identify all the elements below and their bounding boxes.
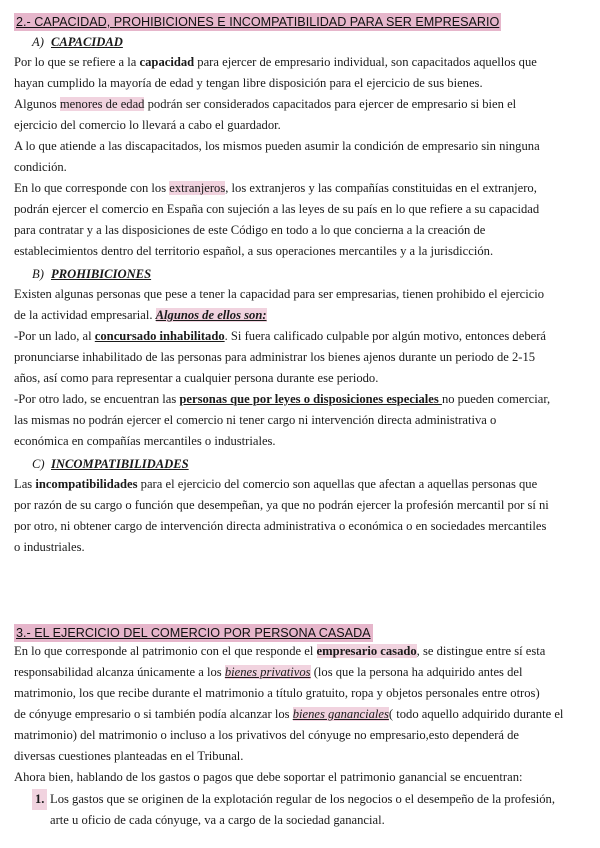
- list-item-line: Los gastos que se originen de la explotación regular de los negocios o el desempeño de la profesión,: [50, 792, 556, 806]
- section-2-heading: 2.- CAPACIDAD, PROHIBICIONES E INCOMPATIBILIDAD PARA SER EMPRESARIO: [16, 15, 500, 29]
- paragraph-line: Algunos menores de edad podrán ser considerados capacitados para ejercer de empresario si bien el: [14, 97, 517, 111]
- paragraph-line: matrimonio, los que recibe durante el matrimonio a título gratuito, ropa y objetos personales entre otros): [14, 686, 540, 700]
- section-3-heading: 3.- EL EJERCICIO DEL COMERCIO POR PERSONA CASADA: [16, 626, 371, 640]
- paragraph-line: años, así como para representar a cualquier persona durante ese periodo.: [14, 371, 379, 385]
- paragraph-line: Las incompatibilidades para el ejercicio del comercio son aquellas que afectan a aquellas personas que: [14, 477, 538, 491]
- subheading-prohibiciones: B) PROHIBICIONES: [32, 267, 152, 281]
- paragraph-line: pronunciarse inhabilitado de las personas para administrar los bienes ajenos durante un periodo de 2-15: [14, 350, 536, 364]
- paragraph-line: Ahora bien, hablando de los gastos o pagos que debe soportar el patrimonio ganancial se encuentran:: [14, 770, 523, 784]
- paragraph-line: o industriales.: [14, 540, 85, 554]
- paragraph-line: Existen algunas personas que pese a tener la capacidad para ser empresarias, tienen prohibido el ejercicio: [14, 287, 545, 301]
- list-item-line: arte u oficio de cada cónyuge, va a cargo de la sociedad ganancial.: [50, 813, 385, 827]
- paragraph-line: responsabilidad alcanza únicamente a los bienes privativos (los que la persona ha adquirido antes del: [14, 665, 523, 679]
- paragraph-line: condición.: [14, 160, 67, 174]
- paragraph-line: establecimientos dentro del territorio español, a sus operaciones mercantiles y a la jurisdicción.: [14, 244, 494, 258]
- paragraph-line: Por lo que se refiere a la capacidad para ejercer de empresario individual, son capacitados aquellos que: [14, 55, 537, 69]
- paragraph-line: podrán ejercer el comercio en España con sujeción a las leyes de su país en lo que refiere a su capacidad: [14, 202, 540, 216]
- paragraph-line: ejercicio del comercio lo llevará a cabo el guardador.: [14, 118, 281, 132]
- paragraph-line: de la actividad empresarial. Algunos de ellos son:: [14, 308, 267, 322]
- subheading-capacidad: A) CAPACIDAD: [32, 35, 123, 49]
- paragraph-line: matrimonio) del matrimonio o incluso a los privativos del cónyuge no empresario,esto dependerá de: [14, 728, 520, 742]
- paragraph-line: por razón de su cargo o función que desempeñan, ya que no podrán ejercer la profesión mercantil por sí ni: [14, 498, 549, 512]
- paragraph-line: para contratar y a las disposiciones de este Código en todo a lo que concierna a la creación de: [14, 223, 486, 237]
- paragraph-line: En lo que corresponde con los extranjeros, los extranjeros y las compañías constituidas en el extranjero,: [14, 181, 537, 195]
- paragraph-line: A lo que atiende a las discapacitados, los mismos pueden asumir la condición de empresario sin ninguna: [14, 139, 540, 153]
- paragraph-line: diversas cuestiones planteadas en el Tribunal.: [14, 749, 244, 763]
- paragraph-line: por otro, ni obtener cargo de intervención directa administrativa o económica o en sociedades mercantiles: [14, 519, 547, 533]
- paragraph-line: de cónyuge empresario o si también podía alcanzar los bienes gananciales( todo aquello adquirido durante el: [14, 707, 564, 721]
- list-item-number: 1.: [32, 789, 47, 810]
- paragraph-line: hayan cumplido la mayoría de edad y tengan libre disposición para el ejercicio de sus bienes.: [14, 76, 483, 90]
- paragraph-line: económica en compañías mercantiles o industriales.: [14, 434, 276, 448]
- subheading-incompatibilidades: C) INCOMPATIBILIDADES: [32, 457, 189, 471]
- paragraph-line: las mismas no podrán ejercer el comercio ni tener cargo ni intervención directa administrativa o: [14, 413, 497, 427]
- paragraph-line: -Por un lado, al concursado inhabilitado. Si fuera calificado culpable por algún motivo, entonces deberá: [14, 329, 546, 343]
- paragraph-line: En lo que corresponde al patrimonio con el que responde el empresario casado, se distingue entre sí esta: [14, 644, 546, 658]
- paragraph-line: -Por otro lado, se encuentran las personas que por leyes o disposiciones especiales no pueden comerciar,: [14, 392, 551, 406]
